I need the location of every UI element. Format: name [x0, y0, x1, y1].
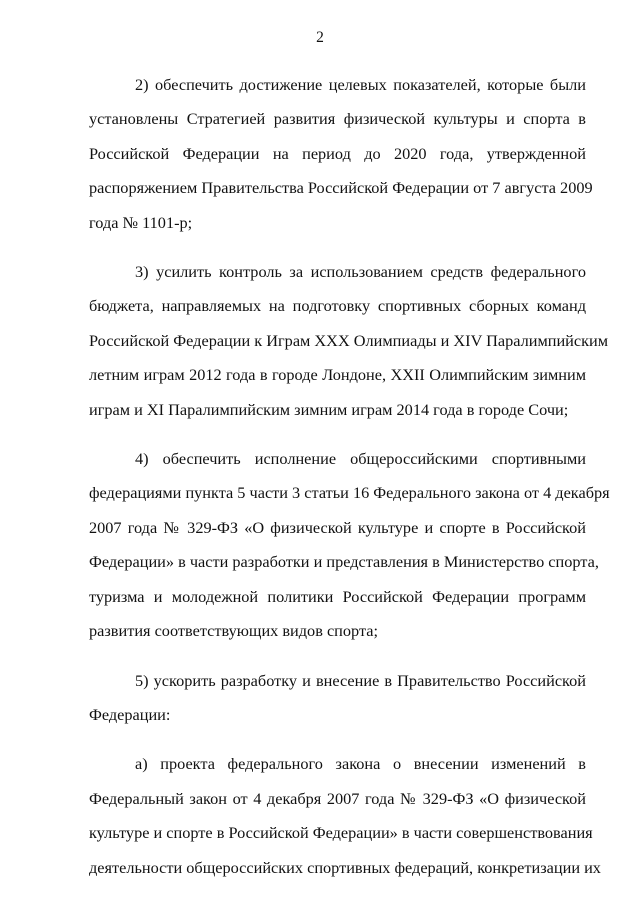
text-line: Федерации:	[89, 704, 171, 724]
text-line: установлены Стратегией развития физической культуры и спорта в	[89, 109, 586, 129]
paragraph-item-2	[89, 68, 593, 240]
text-line: года № 1101-р;	[89, 212, 193, 232]
page-number: 2	[316, 29, 324, 46]
text-line: деятельности общероссийских спортивных федераций, конкретизации их	[89, 857, 601, 877]
text-line: летним играм 2012 года в городе Лондоне, XXII Олимпийским зимним	[89, 365, 586, 385]
text-line: 5) ускорить разработку и внесение в Правительство Российской	[135, 670, 586, 690]
paragraph-item-5	[89, 664, 586, 733]
text-line: распоряжением Правительства Российской Федерации от 7 августа 2009	[89, 178, 593, 198]
text-line: играм и XI Паралимпийским зимним играм 2014 года в городе Сочи;	[89, 399, 569, 419]
text-line: 2) обеспечить достижение целевых показателей, которые были	[135, 75, 586, 94]
text-line: Российской Федерации на период до 2020 года, утвержденной	[89, 143, 586, 163]
text-line: Федеральный закон от 4 декабря 2007 года № 329-ФЗ «О физической	[89, 788, 586, 808]
text-line: Федерации» в части разработки и представления в Министерство спорта,	[89, 552, 599, 572]
text-line: культуре и спорте в Российской Федерации» в части совершенствования	[89, 823, 593, 843]
text-line: а) проекта федерального закона о внесении изменений в	[135, 754, 586, 774]
text-line: 4) обеспечить исполнение общероссийскими спортивными	[135, 449, 586, 469]
text-line: развития соответствующих видов спорта;	[89, 621, 379, 641]
text-line: Российской Федерации к Играм XXX Олимпиады и XIV Паралимпийским	[89, 330, 609, 350]
paragraph-item-5a	[89, 747, 601, 885]
paragraph-item-3	[89, 255, 609, 427]
text-line: федерациями пункта 5 части 3 статьи 16 Федерального закона от 4 декабря	[89, 483, 610, 503]
text-line: туризма и молодежной политики Российской Федерации программ	[89, 586, 586, 606]
text-line: бюджета, направляемых на подготовку спортивных сборных команд	[89, 296, 586, 316]
document-body	[89, 68, 610, 885]
text-line: 2007 года № 329-ФЗ «О физической культуре и спорте в Российской	[89, 517, 586, 537]
text-line: 3) усилить контроль за использованием средств федерального	[135, 262, 586, 282]
paragraph-item-4	[89, 442, 610, 648]
